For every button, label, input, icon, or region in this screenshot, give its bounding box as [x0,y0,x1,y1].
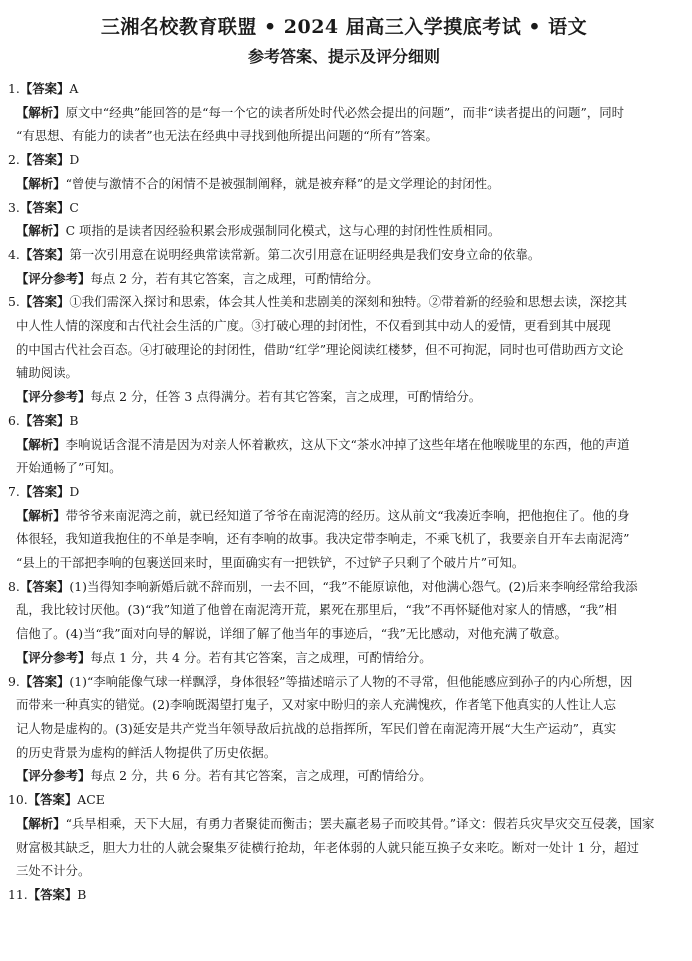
answer-line [8,480,680,504]
answer-text: 辅助阅读。 [16,365,78,381]
answer-line [8,788,680,812]
question-item [8,788,680,883]
answer-line [8,883,680,907]
analysis-text: 财富极其缺乏，胆大力壮的人就会聚集歹徒横行抢劫，年老体弱的人就只能互换子女来吃。断对一处计 1 分，超过 [16,839,639,855]
answer-continuation [8,361,680,385]
analysis-line [8,101,680,125]
answer-tag: 【答案】 [19,483,70,499]
answer-text: ①我们需深入探讨和思索，体会其人性美和悲剧美的深刻和独特。②带着新的经验和思想去读，深挖其 [69,294,627,310]
question-number: 9. [8,673,20,689]
question-number: 1. [8,81,20,96]
answer-line [8,409,680,433]
analysis-tag: 【解析】 [16,815,66,831]
answer-text: 第一次引用意在说明经典常读常新。第二次引用意在证明经典是我们安身立命的依靠。 [69,246,541,262]
analysis-text: 体很轻，我知道我抱住的不单是李响，还有李响的故事。我决定带李响走，不乘飞机了，我要亲自开车去南泥湾” [16,531,630,547]
scoring-tag: 【评分参考】 [16,768,91,784]
question-item [8,77,680,148]
answer-text: ACE [77,792,105,808]
answer-text: (1)当得知李响新婚后就不辞而别，一去不回，“我”不能原谅他，对他满心怨气。(2)后来李响经常给我添 [69,578,638,594]
answer-continuation [8,622,680,646]
analysis-line [8,812,680,836]
answer-tag: 【答案】 [19,81,70,96]
answer-tag: 【答案】 [19,152,70,168]
question-number: 11. [8,886,28,902]
question-item [8,290,680,409]
answer-continuation [8,598,680,622]
page-subtitle: 参考答案、提示及评分细则 [247,47,440,66]
scoring-line [8,267,680,291]
analysis-line [8,527,680,551]
answer-continuation [8,741,680,765]
analysis-text: 带爷爷来南泥湾之前，就已经知道了爷爷在南泥湾的经历。这从前文“我凑近李响，把他抱住了。他的身 [65,507,630,523]
answer-line [8,243,680,267]
answer-continuation [8,693,680,717]
scoring-text: 每点 2 分，共 6 分。若有其它答案，言之成理，可酌情给分。 [90,768,432,784]
question-item [8,480,680,575]
scoring-line [8,385,680,409]
question-number: 5. [8,294,20,310]
analysis-tag: 【解析】 [16,436,66,452]
question-number: 4. [8,246,20,262]
question-number: 8. [8,578,20,594]
answer-text: 中人性人情的深度和古代社会生活的广度。③打破心理的封闭性，不仅看到其中动人的爱情，更看到其中展现 [16,318,611,334]
question-number: 10. [8,792,28,808]
analysis-text: “兵旱相乘，天下大屈，有勇力者聚徒而衡击；罢夫羸老易子而咬其骨。”译文：假若兵灾旱灾交互侵袭，国家 [65,815,655,831]
answer-line [8,290,680,314]
analysis-text: 李响说话含混不清是因为对亲人怀着歉疚，这从下文“茶水冲掉了这些年堵在他喉咙里的东西，他的声道 [65,436,630,452]
analysis-line [8,504,680,528]
answer-tag: 【答案】 [19,412,70,428]
answer-tag: 【答案】 [19,246,70,262]
answer-line [8,575,680,599]
answer-text: B [69,412,79,428]
answer-text: 的历史背景为虚构的鲜活人物提供了历史依据。 [16,744,277,760]
scoring-line [8,646,680,670]
answer-line [8,77,680,101]
question-item [8,409,680,480]
answer-text: 的中国古代社会百态。④打破理论的封闭性，借助“红学”理论阅读红楼梦，但不可拘泥，同时也可借助西方文论 [16,341,624,357]
question-item [8,196,680,243]
analysis-line [8,456,680,480]
answer-tag: 【答案】 [19,199,70,215]
question-item [8,243,680,290]
answer-text: (1)“李响能像气球一样飘浮，身体很轻”等描述暗示了人物的不寻常，但他能感应到孙子的内心所想，因 [69,673,633,689]
scoring-text: 每点 1 分，共 4 分。若有其它答案，言之成理，可酌情给分。 [90,649,432,665]
answer-text: 乱，我比较讨厌他。(3)“我”知道了他曾在南泥湾开荒，累死在那里后，“我”不再怀疑他对家人的情感，“我”相 [16,602,617,618]
answer-text: D [69,152,80,168]
scoring-tag: 【评分参考】 [16,270,91,286]
analysis-tag: 【解析】 [16,104,66,120]
answer-continuation [8,314,680,338]
analysis-line [8,433,680,457]
scoring-text: 每点 2 分，若有其它答案，言之成理，可酌情给分。 [90,270,379,286]
answer-tag: 【答案】 [19,673,70,689]
analysis-line [8,836,680,860]
analysis-line [8,859,680,883]
analysis-text: 三处不计分。 [16,863,91,879]
question-item [8,883,680,907]
question-number: 6. [8,412,20,428]
answer-continuation [8,338,680,362]
analysis-text: “曾使与激情不合的闲情不是被强制阐释，就是被弃释”的是文学理论的封闭性。 [65,175,500,191]
analysis-tag: 【解析】 [16,223,66,239]
analysis-line [8,219,680,243]
answer-text: A [69,81,79,96]
question-number: 3. [8,199,20,215]
analysis-line [8,172,680,196]
answer-text: C [69,199,79,215]
scoring-line [8,764,680,788]
scoring-tag: 【评分参考】 [16,389,91,405]
answer-line [8,670,680,694]
scoring-text: 每点 2 分，任答 3 点得满分。若有其它答案，言之成理，可酌情给分。 [90,389,482,405]
answer-text: 而带来一种真实的错觉。(2)李响既渴望打鬼子，又对家中盼归的亲人充满愧疚，作者笔下他真实的人性让人忘 [16,697,616,713]
question-item [8,148,680,195]
analysis-text: “有思想、有能力的读者”也无法在经典中寻找到他所提出问题的“所有”答案。 [16,128,438,144]
answer-text: 记人物是虚构的。(3)延安是共产党当年领导敌后抗战的总指挥所，军民们曾在南泥湾开展“大生产运动”，真实 [16,720,617,736]
answer-tag: 【答案】 [27,792,78,808]
question-item [8,575,680,670]
analysis-text: 开始通畅了”可知。 [16,460,122,476]
scoring-tag: 【评分参考】 [16,649,91,665]
analysis-text: C 项指的是读者因经验积累会形成强制同化模式，这与心理的封闭性性质相同。 [65,223,501,239]
question-item [8,670,680,789]
question-number: 7. [8,483,20,499]
answer-text: B [77,886,87,902]
answer-list [8,77,680,907]
page-title: 三湘名校教育联盟 • 2024 届高三入学摸底考试 • 语文 [100,16,588,38]
analysis-tag: 【解析】 [16,507,66,523]
analysis-text: 原文中“经典”能回答的是“每一个它的读者所处时代必然会提出的问题”，而非“读者提出的问题”，同时 [65,104,624,120]
answer-tag: 【答案】 [19,578,70,594]
answer-text: D [69,483,80,499]
answer-tag: 【答案】 [19,294,70,310]
question-number: 2. [8,152,20,168]
analysis-text: “县上的干部把李响的包裹送回来时，里面确实有一把铁铲，不过铲子只剩了个破片片”可知。 [16,555,525,571]
answer-continuation [8,717,680,741]
analysis-tag: 【解析】 [16,175,66,191]
answer-line [8,148,680,172]
answer-line [8,196,680,220]
answer-text: 信他了。(4)当“我”面对向导的解说，详细了解了他当年的事迹后，“我”无比感动，对他充满了敬意。 [16,626,567,642]
analysis-line [8,124,680,148]
analysis-line [8,551,680,575]
answer-tag: 【答案】 [27,886,78,902]
